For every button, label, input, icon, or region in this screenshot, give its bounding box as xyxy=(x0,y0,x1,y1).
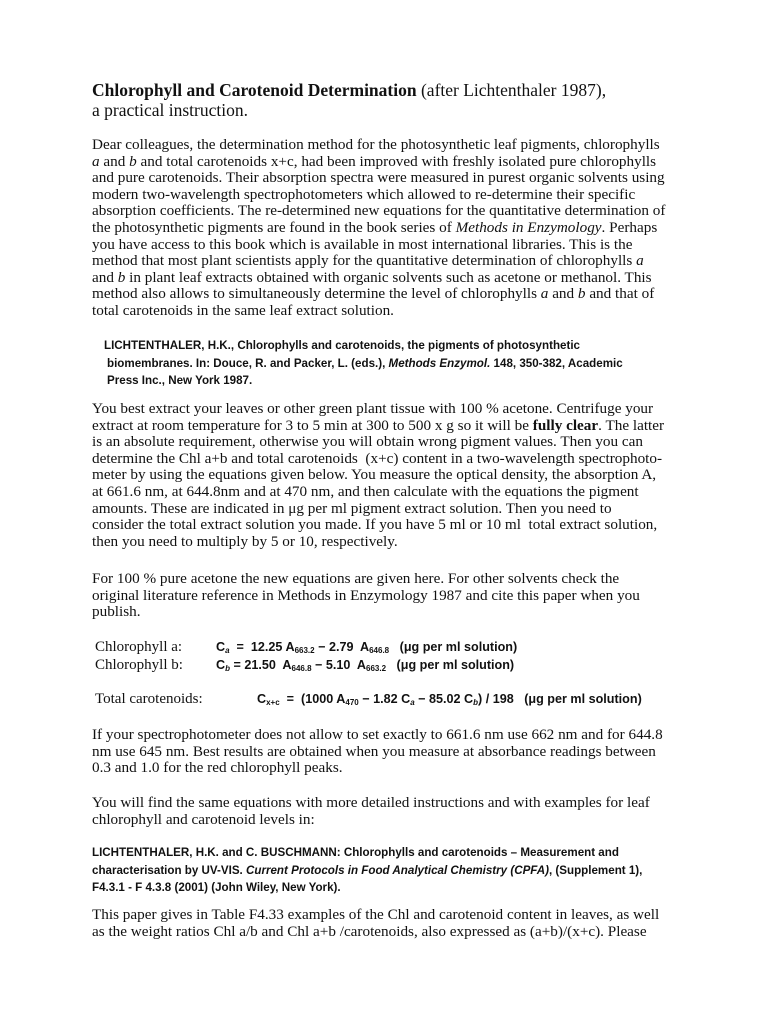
paragraph-line: modern two-wavelength spectrophotometers which allowed to re-determine their specific xyxy=(92,185,636,203)
equation-carotenoids: $C_{x+c} = (1000$ $A_{470} - 1.82$ $C_a - 85.02$ $C_b) / 198$ (μg per ml solution) xyxy=(257,692,642,707)
paragraph-line: publish. xyxy=(92,603,141,621)
equation-chl-a: $C_a = 12.25$ $A_{663.2} - 2.79$ $A_{646.8}$ (μg per ml solution) xyxy=(216,640,518,655)
paragraph-intro xyxy=(92,137,732,320)
paragraph-line: and pure carotenoids. Their absorption spectra were measured in purest organic solvents using xyxy=(92,169,665,187)
title-bold: Chlorophyll and Carotenoid Determination xyxy=(92,80,417,100)
reference-line: biomembranes. In: Douce, R. and Packer, L. (eds.), Methods Enzymol. 148, 350-382, Academic xyxy=(107,356,623,370)
paragraph-line: You will find the same equations with more detailed instructions and with examples for leaf xyxy=(92,794,650,811)
reference-lichtenthaler-1987 xyxy=(104,337,724,390)
reference-line: LICHTENTHALER, H.K., Chlorophylls and carotenoids, the pigments of photosynthetic xyxy=(104,339,581,352)
paragraph-table-info xyxy=(92,907,732,940)
reference-lichtenthaler-buschmann-2001 xyxy=(92,844,732,897)
paragraph-more-info xyxy=(92,795,732,828)
paragraph-line: at 661.6 nm, at 644.8nm and at 470 nm, and then calculate with the equations the pigment xyxy=(92,482,639,500)
paragraph-line: nm use 645 nm. Best results are obtained when you measure at absorbance readings between xyxy=(92,742,656,760)
paragraph-line: 0.3 and 1.0 for the red chlorophyll peaks. xyxy=(92,759,343,777)
paragraph-line: a and b and total carotenoids x+c, had been improved with freshly isolated pure chlorophylls xyxy=(92,152,657,170)
equation-label-chl-a: Chlorophyll a: xyxy=(95,639,183,655)
equation-chl-b: $C_b = 21.50$ $A_{646.8} - 5.10$ $A_{663.2}$ (μg per ml solution) xyxy=(216,658,515,673)
paragraph-line: absorption coefficients. The re-determined new equations for the quantitative determination of xyxy=(92,202,666,220)
paragraph-line: consider the total extract solution you made. If you have 5 ml or 10 ml total extract solution, xyxy=(92,516,658,534)
paragraph-line: and b in plant leaf extracts obtained with organic solvents such as acetone or methanol. This xyxy=(92,268,652,286)
paragraph-line: total carotenoids in the same leaf extract solution. xyxy=(92,301,394,319)
reference-line: F4.3.1 - F 4.3.8 (2001) (John Wiley, New York). xyxy=(92,881,341,894)
paragraph-line: is an absolute requirement, otherwise you will obtain wrong pigment values. Then you can xyxy=(92,433,643,451)
paragraph-line: determine the Chl a+b and total carotenoids (x+c) content in a two-wavelength spectrophoto- xyxy=(92,449,663,467)
paragraph-extraction xyxy=(92,401,732,550)
title-line2: a practical instruction. xyxy=(92,100,248,120)
paragraph-line: Dear colleagues, the determination method for the photosynthetic leaf pigments, chlorophylls xyxy=(92,136,660,153)
paragraph-line: then you need to multiply by 5 or 10, respectively. xyxy=(92,532,398,550)
equation-label-carotenoids: Total carotenoids: xyxy=(95,691,203,707)
reference-line: LICHTENTHALER, H.K. and C. BUSCHMANN: Chlorophylls and carotenoids – Measurement and xyxy=(92,846,619,859)
paragraph-line: method also allows to simultaneously determine the level of chlorophylls a and b and that of xyxy=(92,285,655,303)
paragraph-line: you have access to this book which is available in most international libraries. This is the xyxy=(92,235,633,253)
paragraph-line: method that most plant scientists apply for the quantitative determination of chlorophylls a xyxy=(92,252,644,270)
paragraph-line: If your spectrophotometer does not allow to set exactly to 661.6 nm use 662 nm and for 644.8 xyxy=(92,726,663,743)
paragraph-line: amounts. These are indicated in μg per ml pigment extract solution. Then you need to xyxy=(92,499,612,517)
reference-line: characterisation by UV-VIS. Current Protocols in Food Analytical Chemistry (CPFA), (Supplement 1), xyxy=(92,863,643,877)
paragraph-line: You best extract your leaves or other green plant tissue with 100 % acetone. Centrifuge your xyxy=(92,400,654,417)
reference-line: Press Inc., New York 1987. xyxy=(107,374,253,387)
document-title xyxy=(92,80,732,120)
paragraph-acetone xyxy=(92,571,732,621)
paragraph-line: extract at room temperature for 3 to 5 min at 300 to 500 x g so it will be fully clear. The latter xyxy=(92,416,665,434)
paragraph-line: meter by using the equations given below. You measure the optical density, the absorption A, xyxy=(92,466,657,484)
paragraph-line: For 100 % pure acetone the new equations are given here. For other solvents check the xyxy=(92,570,620,587)
paragraph-wavelength xyxy=(92,727,732,777)
title-rest: (after Lichtenthaler 1987), xyxy=(416,80,607,100)
paragraph-line: as the weight ratios Chl a/b and Chl a+b /carotenoids, also expressed as (a+b)/(x+c). Please xyxy=(92,922,647,940)
paragraph-line: the photosynthetic pigments are found in the book series of Methods in Enzymology. Perhaps xyxy=(92,218,658,236)
paragraph-line: This paper gives in Table F4.33 examples of the Chl and carotenoid content in leaves, as well xyxy=(92,906,660,923)
paragraph-line: original literature reference in Methods in Enzymology 1987 and cite this paper when you xyxy=(92,586,640,604)
paragraph-line: chlorophyll and carotenoid levels in: xyxy=(92,810,315,828)
equation-label-chl-b: Chlorophyll b: xyxy=(95,657,183,673)
